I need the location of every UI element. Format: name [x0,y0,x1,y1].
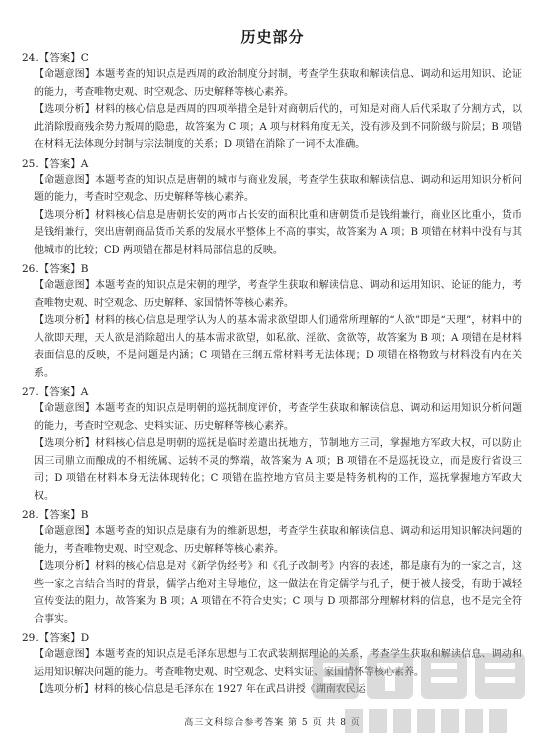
intent-paragraph: 【命题意图】本题考查的知识点是康有为的维新思想，考查学生获取和解读信息、调动和运用知识解决问题的能力，考查唯物史观、时空观念、历史解释等核心素养。 [34,526,522,555]
answer-line: 28.【答案】B [22,509,89,521]
answer-line: 27.【答案】A [22,386,89,398]
analysis-paragraph: 【选项分析】材料的核心信息是对《新学伪经考》和《孔子改制考》内容的表述，都是康有为的一家之言，这些一家之言结合当时的背景，儒学占绝对主导地位，这一做法在肯定儒学与孔子，便于被人接受，有助于减轻宣传变法的阻力，故答案为 B 项；A 项错在不符合史实；C 项与 D 项都部分理解材料的信息，也不是完全符合事实。 [34,561,522,625]
analysis-paragraph: 【选项分析】材料核心信息是唐朝长安的两市占长安的面积比重和唐朝货币是钱绢兼行，商业区比重小，货币是钱绢兼行，突出唐朝商品货币关系的发展水平整体上不高的事实，故答案为 A 项；B 项错在材料中没有与其他城市的比较；CD 两项错在都是材料局部信息的反映。 [34,209,522,256]
analysis-paragraph: 【选项分析】材料的核心信息是西周的四项举措全是针对商朝后代的，可知是对商人后代采取了分割方式，以此消除殷商残余势力叛周的隐患，故答案为 C 项；A 项与材料角度无关，没有涉及到不同阶级与阶层；B 项错在材料无法体现分封制与宗法制度的关系；D 项错在消除了一词不太准确。 [34,104,522,150]
analysis-paragraph: 【选项分析】材料核心信息是明朝的巡抚是临时差遣出抚地方，节制地方三司，掌握地方军政大权，可以防止因三司鼎立而酿成的不相统属、运转不灵的弊端，故答案为 A 项；B 项错在不是巡抚设立，而是废行省设三司；D 项错在材料本身无法体现转化；C 项错在监控地方官员主要是特务机构的工作，巡抚掌握地方军政大权。 [34,438,522,502]
question-28 [22,507,522,628]
intent-paragraph: 【命题意图】本题考查的知识点是毛泽东思想与工农武装割据理论的关系，考查学生获取和解读信息、调动和运用知识解决问题的能力。考查唯物史观、时空观念、史料实证、家国情怀等核心素养。 [34,649,522,678]
question-27 [22,384,522,505]
answer-line: 26.【答案】B [22,263,89,275]
intent-paragraph: 【命题意图】本题考查的知识点是宋朝的理学，考查学生获取和解读信息、调动和运用知识、论证的能力，考查唯物史观、时空观念、历史解释、家国情怀等核心素养。 [34,280,522,309]
answer-line: 25.【答案】A [22,157,89,170]
answer-line: 24.【答案】C [22,52,89,64]
page-footer: 高三文科综合参考答案 第 5 页 共 8 页 [184,718,361,728]
answer-content [22,50,522,701]
intent-paragraph: 【命题意图】本题考查的知识点是唐朝的城市与商业发展，考查学生获取和解读信息、调动和运用知识分析问题的能力，考查时空观念、历史解释等核心素养。 [34,174,522,203]
page-title: 历史部分 [240,28,305,46]
analysis-paragraph: 【选项分析】材料的核心信息是理学认为人的基本需求欲望即人们通常所理解的“人欲”即是“天理”，材料中的人欲即天理，天人欲是消除超出人的基本需求欲望，如私欲、淫欲、贪欲等，故答案为 B 项；A 项错在是材料表面信息的反映，不是问题是内涵；C 项错在三纲五常材料考无法体现；D 项错在格物致与材料没有内在关系。 [34,315,522,379]
analysis-paragraph: 【选项分析】材料的核心信息是毛泽东在 1927 年在武昌讲授《湖南农民运 [34,684,366,695]
question-26 [22,261,522,382]
question-29 [22,630,522,699]
answer-line: 29.【答案】D [22,632,90,644]
question-25 [22,156,522,260]
intent-paragraph: 【命题意图】本题考查的知识点是明朝的巡抚制度评价，考查学生获取和解读信息、调动和运用知识分析问题的能力，考查时空观念、史料实证、历史解释等核心素养。 [34,403,522,432]
intent-paragraph: 【命题意图】本题考查的知识点是西周的政治制度分封制，考查学生获取和解读信息、调动和运用知识、论证的能力，考查唯物史观、时空观念、历史解释等核心素养。 [34,69,522,98]
question-24 [22,50,522,154]
